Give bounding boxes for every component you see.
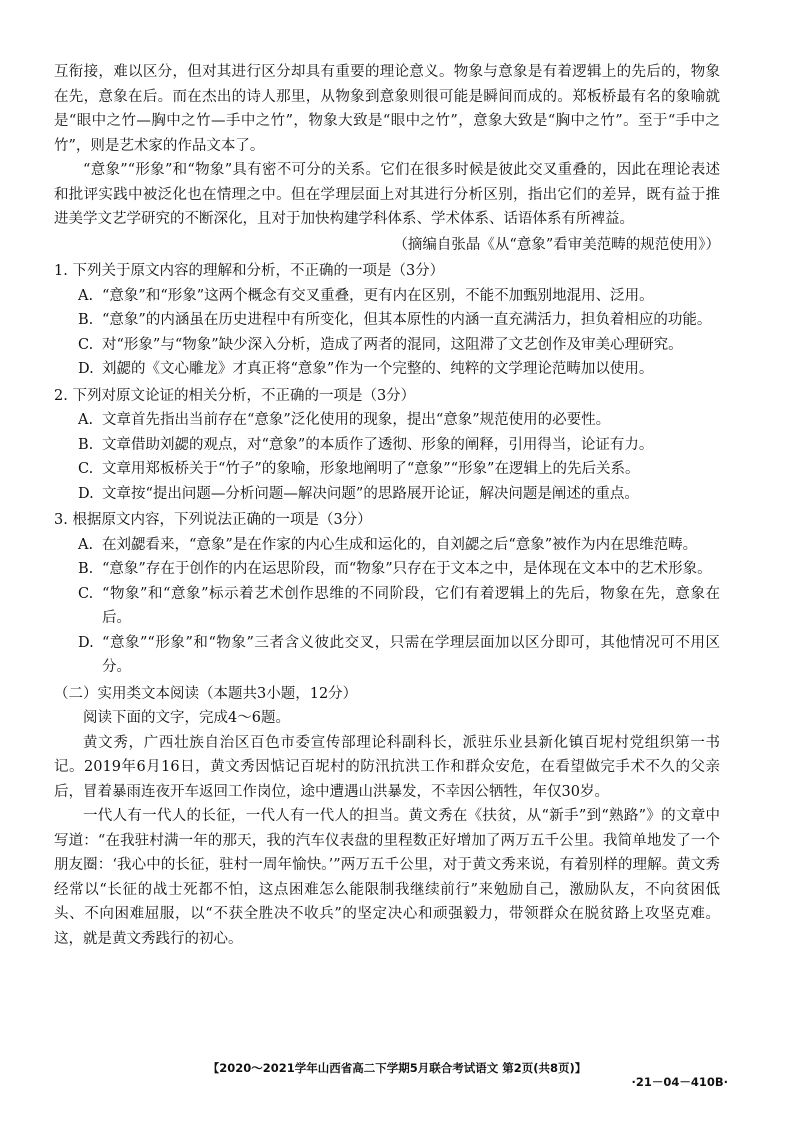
option-text: “物象”和“意象”标示着艺术创作思维的不同阶段，它们有着逻辑上的先后，物象在先，意象在后。 <box>102 585 720 626</box>
option-text: 文章按“提出问题—分析问题—解决问题”的思路展开论证，解决问题是阐述的重点。 <box>102 485 639 502</box>
option-label: D. <box>78 634 94 651</box>
question-3 <box>54 508 720 680</box>
passage1-paragraph-2: “意象”“形象”和“物象”具有密不可分的关系。它们在很多时候是彼此交叉重叠的，因此在理论表述和批评实践中被泛化也在情理之中。但在学理层面上对其进行分析区别，指出它们的差异，既有益于推进美学文艺学研究的不断深化，且对于加快构建学科体系、学术体系、话语体系有所裨益。 <box>54 162 720 227</box>
option-text: “意象”和“形象”这两个概念有交叉重叠，更有内在区别，不能不加甄别地混用、泛用。 <box>102 287 654 304</box>
question-3-option-d <box>54 631 720 680</box>
section-2 <box>54 682 720 952</box>
question-2-option-d <box>54 482 720 507</box>
option-label: B. <box>78 312 94 328</box>
question-1 <box>54 259 720 382</box>
question-1-stem: 1. 下列关于原文内容的理解和分析，不正确的一项是（3分） <box>54 263 445 279</box>
option-text: 刘勰的《文心雕龙》才真正将“意象”作为一个完整的、纯粹的文学理论范畴加以使用。 <box>102 361 654 377</box>
option-text: “意象”“形象”和“物象”三者含义彼此交叉，只需在学理层面加以区分即可，其他情况可不用区分。 <box>102 634 720 675</box>
question-1-option-b <box>54 308 720 333</box>
option-label: A. <box>78 287 94 304</box>
question-2-option-a <box>54 408 720 433</box>
question-2-option-c <box>54 457 720 482</box>
section-2-instruction: 阅读下面的文字，完成4～6题。 <box>83 710 290 726</box>
option-text: 文章用郑板桥关于“竹子”的象喻，形象地阐明了“意象”“形象”在逻辑上的先后关系。 <box>102 461 640 477</box>
option-label: A. <box>78 536 94 553</box>
option-text: 文章借助刘勰的观点，对“意象”的本质作了透彻、形象的阐释，引用得当，论证有力。 <box>102 436 654 453</box>
question-3-option-c <box>54 582 720 631</box>
question-3-option-b <box>54 557 720 582</box>
question-1-option-d <box>54 357 720 382</box>
option-label: C. <box>78 461 94 477</box>
option-label: D. <box>78 361 94 377</box>
passage1-source: （摘编自张晶《从“意象”看审美范畴的规范使用》） <box>393 236 720 253</box>
option-label: C. <box>78 336 94 353</box>
section-2-paragraph-1: 黄文秀，广西壮族自治区百色市委宣传部理论科副科长，派驻乐业县新化镇百坭村党组织第一书记。2019年6月16日，黄文秀因惦记百坭村的防汛抗洪工作和群众安危，在看望做完手术不久的父亲后，冒着暴雨连夜开车返回工作岗位，途中遭遇山洪暴发，不幸因公牺牲，年仅30岁。 <box>54 734 720 800</box>
question-1-option-a <box>54 284 720 309</box>
question-3-option-a <box>54 533 720 558</box>
passage1-continued-paragraph: 互衔接，难以区分，但对其进行区分却具有重要的理论意义。物象与意象是有着逻辑上的先后的，物象在先，意象在后。而在杰出的诗人那里，从物象到意象则很可能是瞬间而成的。郑板桥最有名的象喻就是“眼中之竹—胸中之竹—手中之竹”，物象大致是“眼中之竹”，意象大致是“胸中之竹”。至于“手中之竹”，则是艺术家的作品文本了。 <box>54 64 720 154</box>
question-3-stem: 3. 根据原文内容，下列说法正确的一项是（3分） <box>54 512 372 528</box>
footer-exam-info: 【2020～2021学年山西省高二下学期5月联合考试语文 第2页(共8页)】 <box>207 1061 587 1075</box>
question-2-option-b <box>54 433 720 458</box>
question-2-stem: 2. 下列对原文论证的相关分析，不正确的一项是（3分） <box>54 387 416 404</box>
question-1-option-c <box>54 333 720 358</box>
option-text: 对“形象”与“物象”缺少深入分析，造成了两者的混同，这阻滞了文艺创作及审美心理研究。 <box>102 336 683 353</box>
option-label: B. <box>78 561 94 577</box>
option-text: 文章首先指出当前存在“意象”泛化使用的现象，提出“意象”规范使用的必要性。 <box>102 412 611 428</box>
option-label: A. <box>78 412 94 428</box>
option-label: C. <box>78 585 94 602</box>
option-label: D. <box>78 485 94 502</box>
section-2-paragraph-2: 一代人有一代人的长征，一代人有一代人的担当。黄文秀在《扶贫，从“新手”到“熟路”》的文章中写道：“在我驻村满一年的那天，我的汽车仪表盘的里程数正好增加了两万五千公里。我简单地发了一个朋友圈：‘我心中的长征，驻村一周年愉快。’”两万五千公里，对于黄文秀来说，有着别样的理解。黄文秀经常以“长征的战士死都不怕，这点困难怎么能限制我继续前行”来勉励自己，激励队友，不向贫困低头、不向困难屈服，以“不获全胜决不收兵”的坚定决心和顽强毅力，带领群众在脱贫路上攻坚克难。这，就是黄文秀践行的初心。 <box>54 808 720 947</box>
option-text: 在刘勰看来，“意象”是在作家的内心生成和运化的，自刘勰之后“意象”被作为内在思维范畴。 <box>102 536 698 553</box>
option-text: “意象”的内涵虽在历史进程中有所变化，但其本原性的内涵一直充满活力，担负着相应的功能。 <box>102 312 712 328</box>
footer-paper-code: ·21－04－410B· <box>631 1075 728 1089</box>
option-text: “意象”存在于创作的内在运思阶段，而“物象”只存在于文本之中，是体现在文本中的艺术形象。 <box>102 561 712 577</box>
section-2-heading: （二）实用类文本阅读（本题共3小题，12分） <box>54 685 358 702</box>
option-label: B. <box>78 436 94 453</box>
question-2 <box>54 384 720 507</box>
